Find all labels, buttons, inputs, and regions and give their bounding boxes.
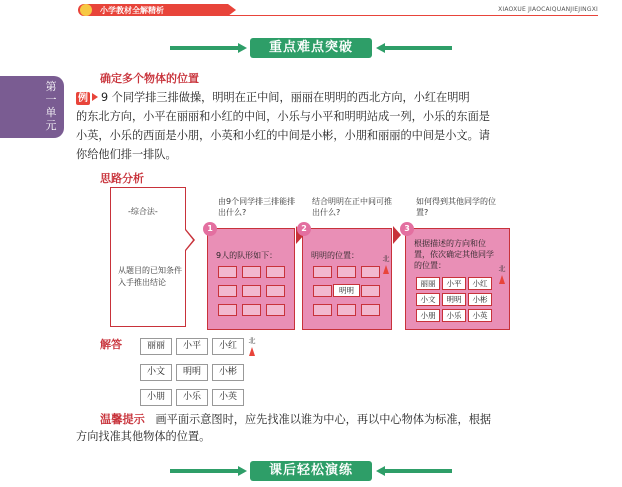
- answer-cell: 小平: [176, 338, 208, 355]
- banner-bottom: [0, 461, 622, 481]
- banner-title: 课后轻松演练: [250, 461, 372, 481]
- example-badge: 例: [78, 93, 88, 104]
- step-3-cell: 明明: [442, 293, 466, 306]
- step-1-cell: [218, 285, 237, 297]
- example-text-1: 9 个同学排三排做操，明明在正中间，丽丽在明明的西北方向，小红在明明: [101, 91, 470, 104]
- step-2-cell: [313, 285, 332, 297]
- step-3-question: 如何得到其他同学的位置?: [416, 197, 496, 217]
- step-1-cell: [218, 304, 237, 316]
- method-arrow-inner: [185, 230, 193, 250]
- answer-cell: 小朋: [140, 389, 172, 406]
- banner-title: 重点难点突破: [250, 38, 372, 58]
- banner-band-left: [170, 469, 240, 473]
- tip-line-1: [100, 411, 550, 428]
- step-2-cell: [361, 266, 380, 278]
- answer-north-label: 北: [248, 337, 256, 345]
- step-2-center-cell: 明明: [333, 284, 360, 297]
- step-2-number: 2: [297, 222, 311, 236]
- step-2-cell: [313, 266, 332, 278]
- banner-top: [0, 38, 622, 58]
- answer-cell: 明明: [176, 364, 208, 381]
- answer-label: 解答: [100, 338, 122, 351]
- step-1-cell: [266, 266, 285, 278]
- step-1-content: 9人的队形如下：: [216, 251, 278, 260]
- header-rule: [228, 15, 598, 16]
- method-title: -综合法-: [128, 207, 158, 216]
- banner-arrow-left-icon: [238, 466, 247, 476]
- step-3-cell: 小平: [442, 277, 466, 290]
- step-3-north-label: 北: [498, 265, 506, 273]
- step-2-content: 明明的位置：: [311, 251, 359, 260]
- banner-arrow-left-icon: [238, 43, 247, 53]
- step-3-number: 3: [400, 222, 414, 236]
- tip-line-2: 方向找准其他物体的位置。: [76, 430, 211, 443]
- step-2-cell: [361, 285, 380, 297]
- step-2-north-label: 北: [382, 255, 390, 263]
- step-1-cell: [266, 285, 285, 297]
- example-line-2: 的东北方向，小平在丽丽和小红的中间，小乐与小平和明明站成一列，小乐的东面是: [76, 110, 490, 123]
- banner-band-right: [382, 469, 452, 473]
- step-3-cell: 小红: [468, 277, 492, 290]
- analysis-heading: 思路分析: [100, 172, 144, 185]
- example-line-3: 小英，小乐的西面是小朋，小英和小红的中间是小彬，小朋和丽丽的中间是小文。请: [76, 129, 490, 142]
- step-1-cell: [242, 266, 261, 278]
- book-logo-icon: [80, 4, 92, 16]
- north-arrow-icon: [383, 265, 389, 274]
- step-2-cell: [337, 266, 356, 278]
- step-1-cell: [218, 266, 237, 278]
- north-arrow-icon: [249, 347, 255, 356]
- step-1-cell: [242, 304, 261, 316]
- step-2-cell: [337, 304, 356, 316]
- step-3-cell: 小朋: [416, 309, 440, 322]
- section-title: 确定多个物体的位置: [100, 72, 199, 85]
- page-header: [78, 4, 598, 18]
- step-3-cell: 丽丽: [416, 277, 440, 290]
- step-2-cell: [313, 304, 332, 316]
- example-arrow-icon: [92, 93, 98, 101]
- step-2-question: 结合明明在正中间可推出什么?: [312, 197, 392, 217]
- answer-cell: 小乐: [176, 389, 208, 406]
- step-3-cell: 小彬: [468, 293, 492, 306]
- step-3-cell: 小乐: [442, 309, 466, 322]
- header-tab: [78, 4, 228, 16]
- answer-north-indicator: [246, 336, 258, 356]
- step-3-north-indicator: [496, 264, 508, 284]
- method-body: 从题目的已知条件入手推出结论: [118, 266, 182, 287]
- header-pinyin: XIAOXUE JIAOCAIQUANJIEJINGXI: [498, 6, 598, 13]
- example-line-1: [76, 88, 556, 107]
- banner-band-left: [170, 46, 240, 50]
- step-1-number: 1: [203, 222, 217, 236]
- north-arrow-icon: [499, 275, 505, 284]
- answer-cell: 小文: [140, 364, 172, 381]
- book-title: 小学教材全解精析: [100, 6, 164, 15]
- banner-band-right: [382, 46, 452, 50]
- step-3-content: 根据描述的方向和位置，依次确定其他同学的位置：: [414, 239, 494, 270]
- step-3-cell: 小文: [416, 293, 440, 306]
- step-2-cell: [361, 304, 380, 316]
- tip-text-1: 画平面示意图时，应先找准以谁为中心，再以中心物体为标准，根据: [155, 413, 492, 426]
- example-paragraph: [76, 88, 556, 164]
- step-3-cell: 小英: [468, 309, 492, 322]
- tip-paragraph: [76, 411, 550, 445]
- answer-cell: 丽丽: [140, 338, 172, 355]
- step-2-north-indicator: [380, 254, 392, 274]
- step-1-cell: [266, 304, 285, 316]
- answer-cell: 小红: [212, 338, 244, 355]
- answer-cell: 小英: [212, 389, 244, 406]
- example-line-4: 你给他们排一排队。: [76, 148, 177, 161]
- step-1-cell: [242, 285, 261, 297]
- step-1-question: 由9个同学排三排能排出什么?: [218, 197, 296, 217]
- unit-side-tab-label: 第一单元: [45, 80, 57, 132]
- tip-label: 温馨提示: [100, 413, 145, 426]
- answer-cell: 小彬: [212, 364, 244, 381]
